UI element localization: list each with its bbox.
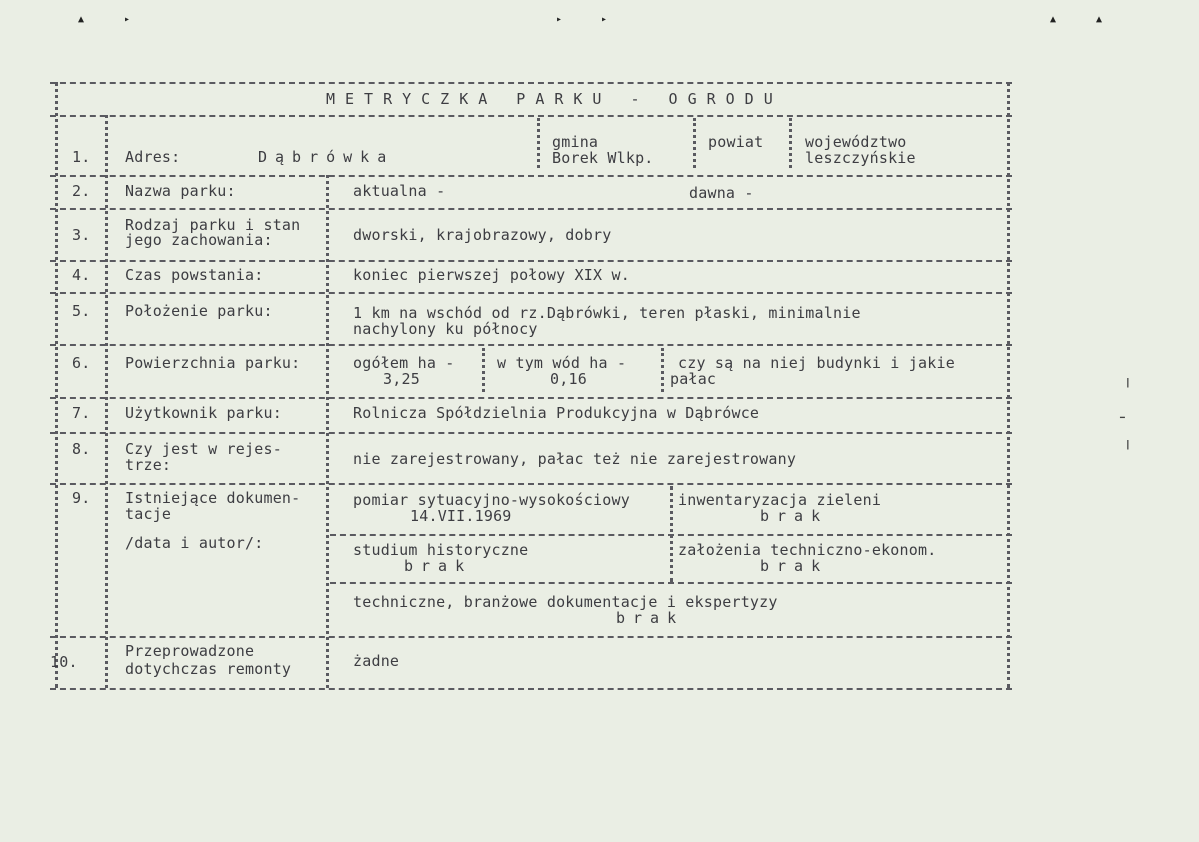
column-rule [537, 118, 540, 168]
row-number: 10. [50, 653, 78, 671]
row-number: 8. [72, 440, 91, 458]
field-label: Adres: [125, 148, 181, 166]
field-label: trze: [125, 456, 172, 474]
row-number: 6. [72, 354, 91, 372]
punch-mark: ▸ [124, 14, 131, 25]
rule [50, 115, 1012, 117]
area-water-label: w tym wód ha - [497, 354, 627, 372]
rule [50, 636, 1012, 638]
gmina-value: Borek Wlkp. [552, 149, 654, 167]
row-number: 7. [72, 404, 91, 422]
area-total-value: 3,25 [383, 370, 420, 388]
field-label: Nazwa parku: [125, 182, 236, 200]
tech-econ-value: brak [760, 557, 829, 575]
field-value: żadne [353, 652, 400, 670]
punch-mark: ▲ [1050, 14, 1057, 25]
field-value: aktualna - [353, 182, 446, 200]
column-rule [55, 82, 58, 688]
row-number: 4. [72, 266, 91, 284]
field-label: jego zachowania: [125, 231, 273, 249]
side-mark: ╵ [1123, 440, 1133, 459]
technical-docs-value: brak [616, 609, 685, 627]
rule [50, 260, 1012, 262]
row-number: 5. [72, 302, 91, 320]
field-value: nie zarejestrowany, pałac też nie zarejestrowany [353, 450, 797, 468]
column-rule [105, 115, 108, 688]
wojewodztwo-label: województwo [805, 133, 907, 151]
rule [50, 397, 1012, 399]
history-study-value: brak [404, 557, 473, 575]
row-number: 9. [72, 489, 91, 507]
wojewodztwo-value: leszczyńskie [805, 149, 916, 167]
greenery-value: brak [760, 507, 829, 525]
column-rule [482, 348, 485, 392]
field-value: koniec pierwszej połowy XIX w. [353, 266, 630, 284]
form-title: METRYCZKA PARKU - OGRODU [326, 90, 783, 108]
rule [50, 344, 1012, 346]
area-water-value: 0,16 [550, 370, 587, 388]
area-total-label: ogółem ha - [353, 354, 455, 372]
punch-mark: ▸ [556, 14, 563, 25]
row-number: 3. [72, 226, 91, 244]
field-label: Położenie parku: [125, 302, 273, 320]
field-value: dworski, krajobrazowy, dobry [353, 226, 612, 244]
field-label: /data i autor/: [125, 534, 264, 552]
side-mark: ╴ [1120, 408, 1130, 427]
row-number: 2. [72, 182, 91, 200]
field-value: nachylony ku północy [353, 320, 538, 338]
rule [50, 292, 1012, 294]
field-label: Rodzaj parku i stan [125, 216, 301, 234]
field-value: 1 km na wschód od rz.Dąbrówki, teren płaski, minimalnie [353, 304, 861, 322]
field-label: Czy jest w rejes- [125, 440, 282, 458]
field-label: tacje [125, 505, 172, 523]
punch-mark: ▸ [601, 14, 608, 25]
field-label: Powierzchnia parku: [125, 354, 301, 372]
field-value-secondary: dawna - [689, 184, 754, 202]
punch-mark: ▲ [78, 14, 85, 25]
column-rule [693, 118, 696, 168]
column-rule [326, 175, 329, 688]
gmina-label: gmina [552, 133, 599, 151]
technical-docs-label: techniczne, branżowe dokumentacje i ekspertyzy [353, 593, 778, 611]
rule [50, 82, 1012, 84]
powiat-label: powiat [708, 133, 764, 151]
history-study-label: studium historyczne [353, 541, 529, 559]
rule [50, 688, 1012, 690]
rule [50, 208, 1012, 210]
row-number: 1. [72, 148, 91, 166]
field-label: dotychczas remonty [125, 660, 292, 678]
tech-econ-label: założenia techniczno-ekonom. [678, 541, 937, 559]
buildings-value: pałac [670, 370, 717, 388]
punch-mark: ▲ [1096, 14, 1103, 25]
survey-value: 14.VII.1969 [410, 507, 512, 525]
column-rule [789, 118, 792, 168]
field-label: Przeprowadzone [125, 642, 255, 660]
greenery-label: inwentaryzacja zieleni [678, 491, 882, 509]
field-label: Istniejące dokumen- [125, 489, 301, 507]
survey-label: pomiar sytuacyjno-wysokościowy [353, 491, 630, 509]
rule [50, 483, 1012, 485]
column-rule [661, 348, 664, 392]
field-value: Rolnicza Spółdzielnia Produkcyjna w Dąbrówce [353, 404, 760, 422]
rule [50, 432, 1012, 434]
field-label: Czas powstania: [125, 266, 264, 284]
field-value: Dąbrówka [258, 148, 395, 166]
side-mark: ╵ [1123, 378, 1133, 397]
field-label: Użytkownik parku: [125, 404, 282, 422]
column-rule [1007, 82, 1010, 688]
rule [330, 582, 1012, 584]
column-rule [670, 486, 673, 582]
rule [50, 175, 1012, 177]
buildings-label: czy są na niej budynki i jakie [678, 354, 955, 372]
